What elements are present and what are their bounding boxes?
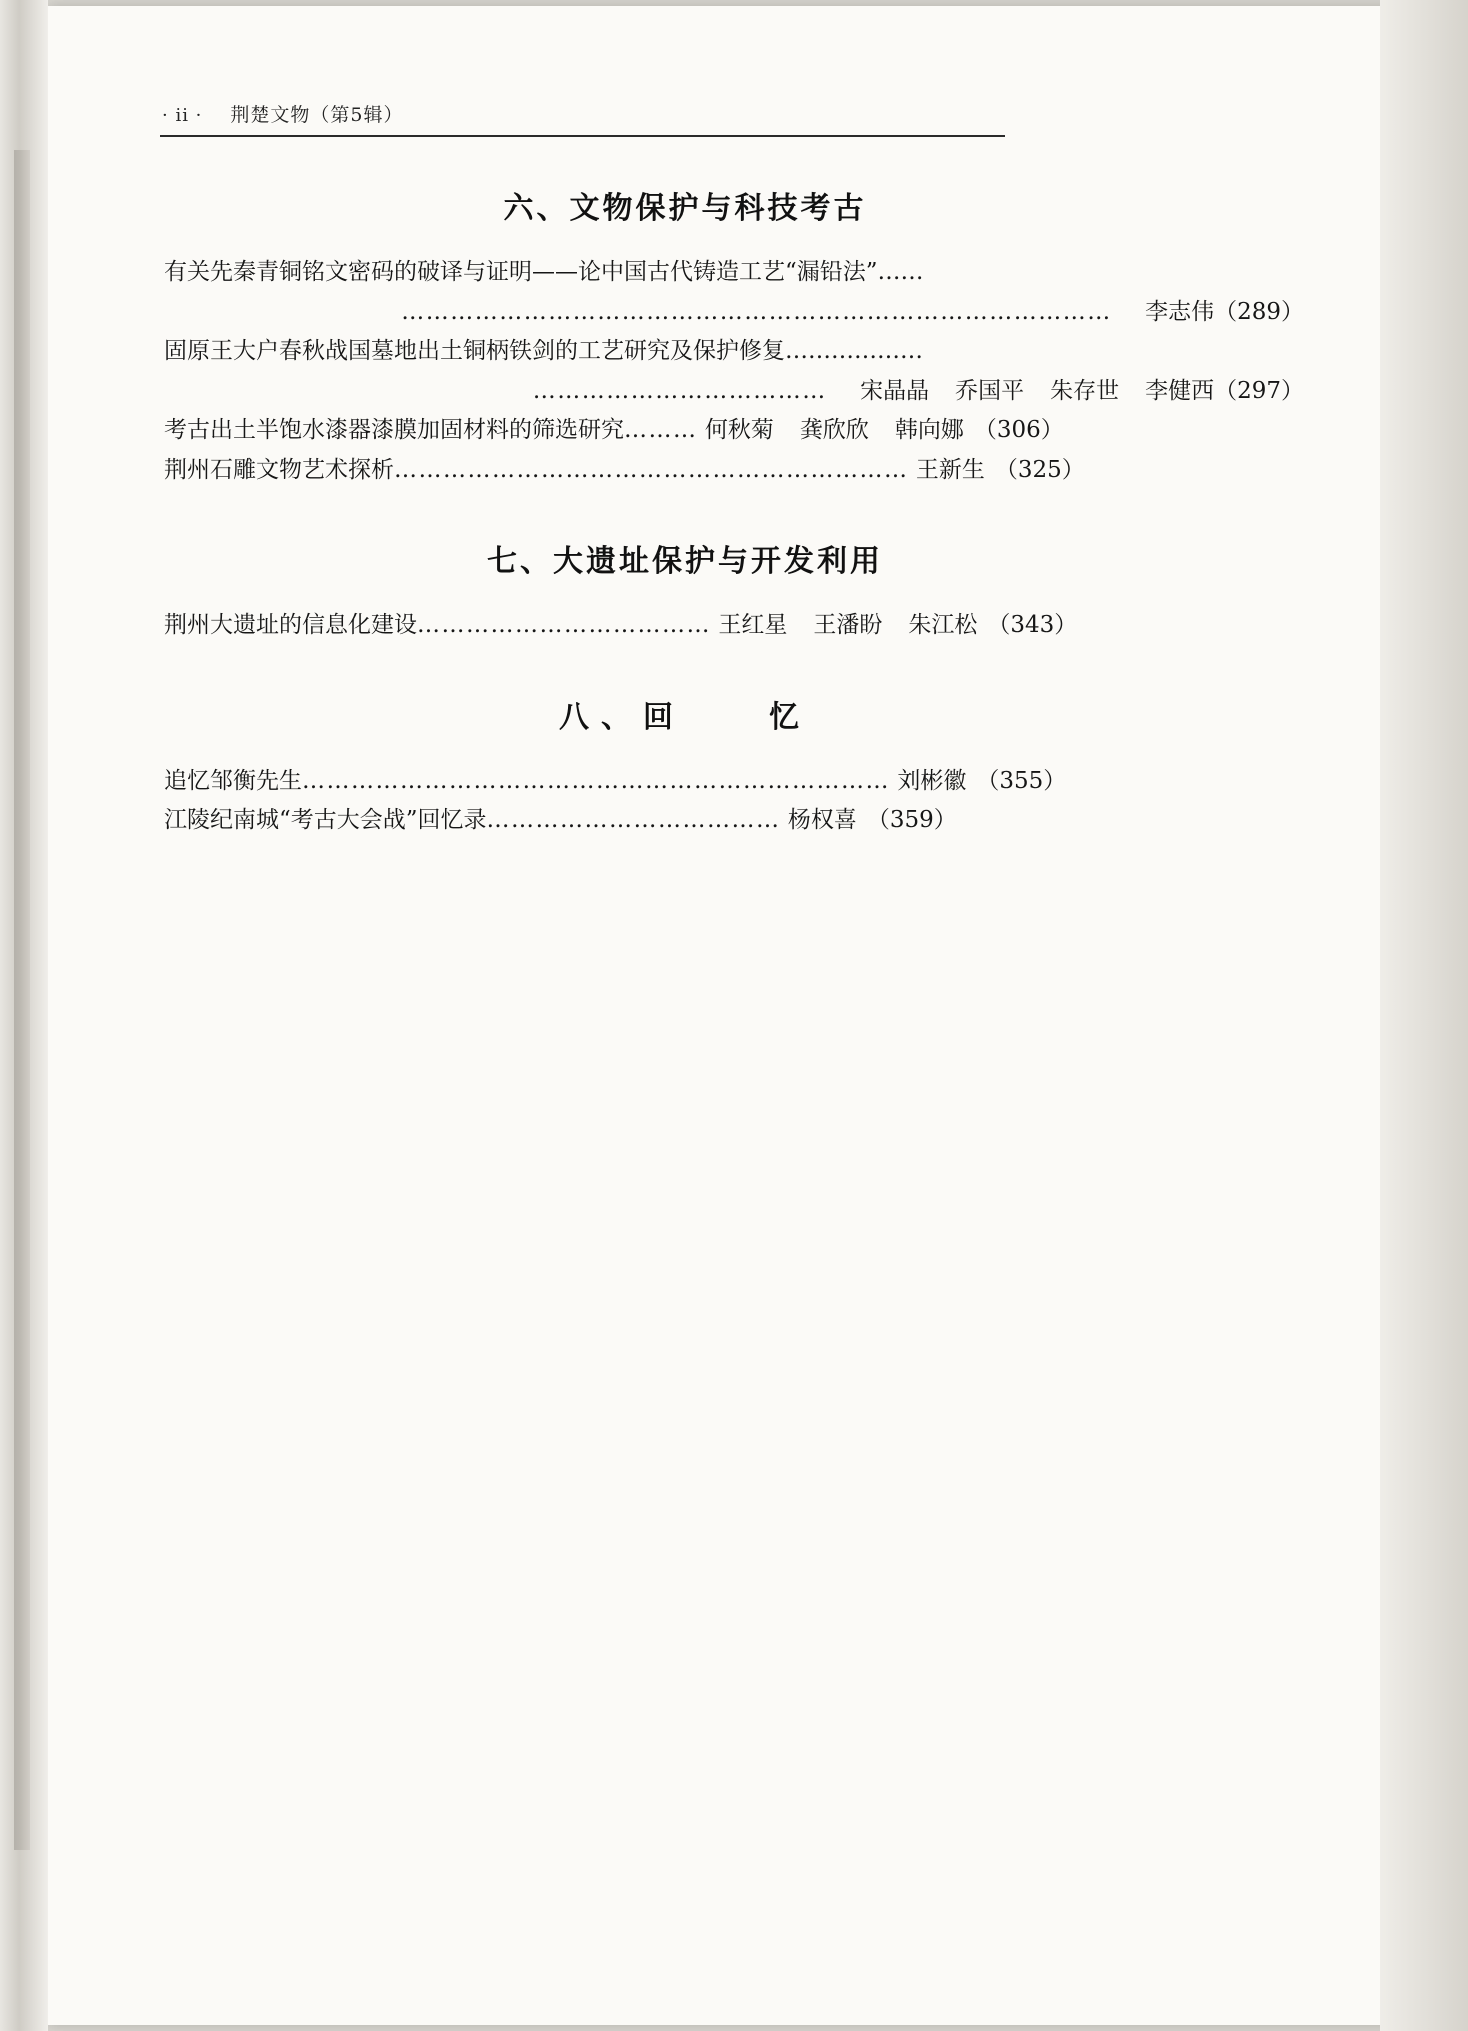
section-heading-6: 六、文物保护与科技考古 [503,191,867,226]
toc-entry-title: 荆州石雕文物艺术探析 [164,456,394,483]
toc-list-section-6 [150,253,1310,490]
toc-page-number: （355） [976,767,1067,794]
author-name: 李健西 [1145,377,1215,404]
folio-number: · ii · [162,105,203,126]
toc-entry[interactable] [150,801,1310,841]
running-head [150,100,1310,127]
toc-entry-continuation[interactable] [150,293,1310,333]
toc-page-number: （289） [1214,298,1304,325]
author-name: 龚欣欣 [799,417,869,444]
toc-entry[interactable] [150,762,1310,802]
author-name: 李志伟 [1145,298,1215,325]
toc-entry-authors [897,768,976,794]
toc-leader: ……………………………………………………………… [302,767,890,794]
toc-entry-title: 追忆邹衡先生 [164,767,302,794]
toc-entry-title: 荆州大遗址的信息化建设 [164,612,417,639]
author-name: 宋晶晶 [860,377,930,404]
author-name: 朱江松 [908,612,978,639]
toc-page-content [150,100,1310,841]
page-right-edge [1380,0,1468,2031]
toc-entry-authors [705,417,974,443]
toc-entry-title: 固原王大户春秋战国墓地出土铜柄铁剑的工艺研究及保护修复……………… [164,338,923,365]
book-title: 荆楚文物（第5辑） [230,104,404,126]
toc-entry-authors [1119,299,1214,325]
author-name: 何秋菊 [704,417,774,444]
toc-leader: ……………………………… [486,807,781,834]
toc-entry-authors [788,807,867,833]
section-heading-8: 八、回 忆 [559,699,811,735]
author-name: 刘彬徽 [897,767,967,794]
toc-entry[interactable] [150,332,1310,372]
book-binding-edge [0,0,48,2031]
toc-leader: ……………………………… [417,612,711,639]
toc-leader: ……………………………………………………… [394,456,909,483]
toc-leader: ……………………………… [532,377,827,404]
author-name: 杨权喜 [787,807,857,834]
toc-entry-continuation[interactable] [150,372,1310,412]
author-name: 王潘盼 [813,612,883,639]
binding-shadow [14,150,30,1850]
toc-entry[interactable] [150,451,1310,491]
toc-entry-authors [916,457,995,483]
toc-leader: …………………………………………………………………………… [401,298,1112,325]
toc-page-number: （359） [866,807,957,834]
toc-list-section-8 [150,762,1310,841]
author-name: 乔国平 [955,377,1025,404]
toc-entry[interactable] [150,411,1310,451]
toc-page-number: （306） [973,417,1064,444]
toc-page-number: （325） [994,456,1085,483]
author-name: 王新生 [915,456,985,483]
toc-entry[interactable] [150,606,1310,646]
toc-page-number: （343） [987,612,1078,639]
author-name: 王红星 [718,612,788,639]
author-name: 韩向娜 [894,417,964,444]
author-name: 朱存世 [1050,377,1120,404]
toc-entry-title: 考古出土半饱水漆器漆膜加固材料的筛选研究 [164,417,624,444]
toc-list-section-7 [150,606,1310,646]
toc-entry-title: 有关先秦青铜铭文密码的破译与证明——论中国古代铸造工艺“漏铅法”…… [164,259,924,285]
toc-entry-title: 江陵纪南城“考古大会战”回忆录 [164,807,487,834]
toc-page-number: （297） [1214,377,1304,404]
toc-entry-authors [718,612,987,638]
toc-entry[interactable] [150,253,1310,293]
section-heading-7: 七、大遗址保护与开发利用 [487,544,883,580]
running-head-rule [160,135,1005,137]
toc-leader: ……… [624,417,698,444]
toc-entry-authors [834,378,1214,404]
